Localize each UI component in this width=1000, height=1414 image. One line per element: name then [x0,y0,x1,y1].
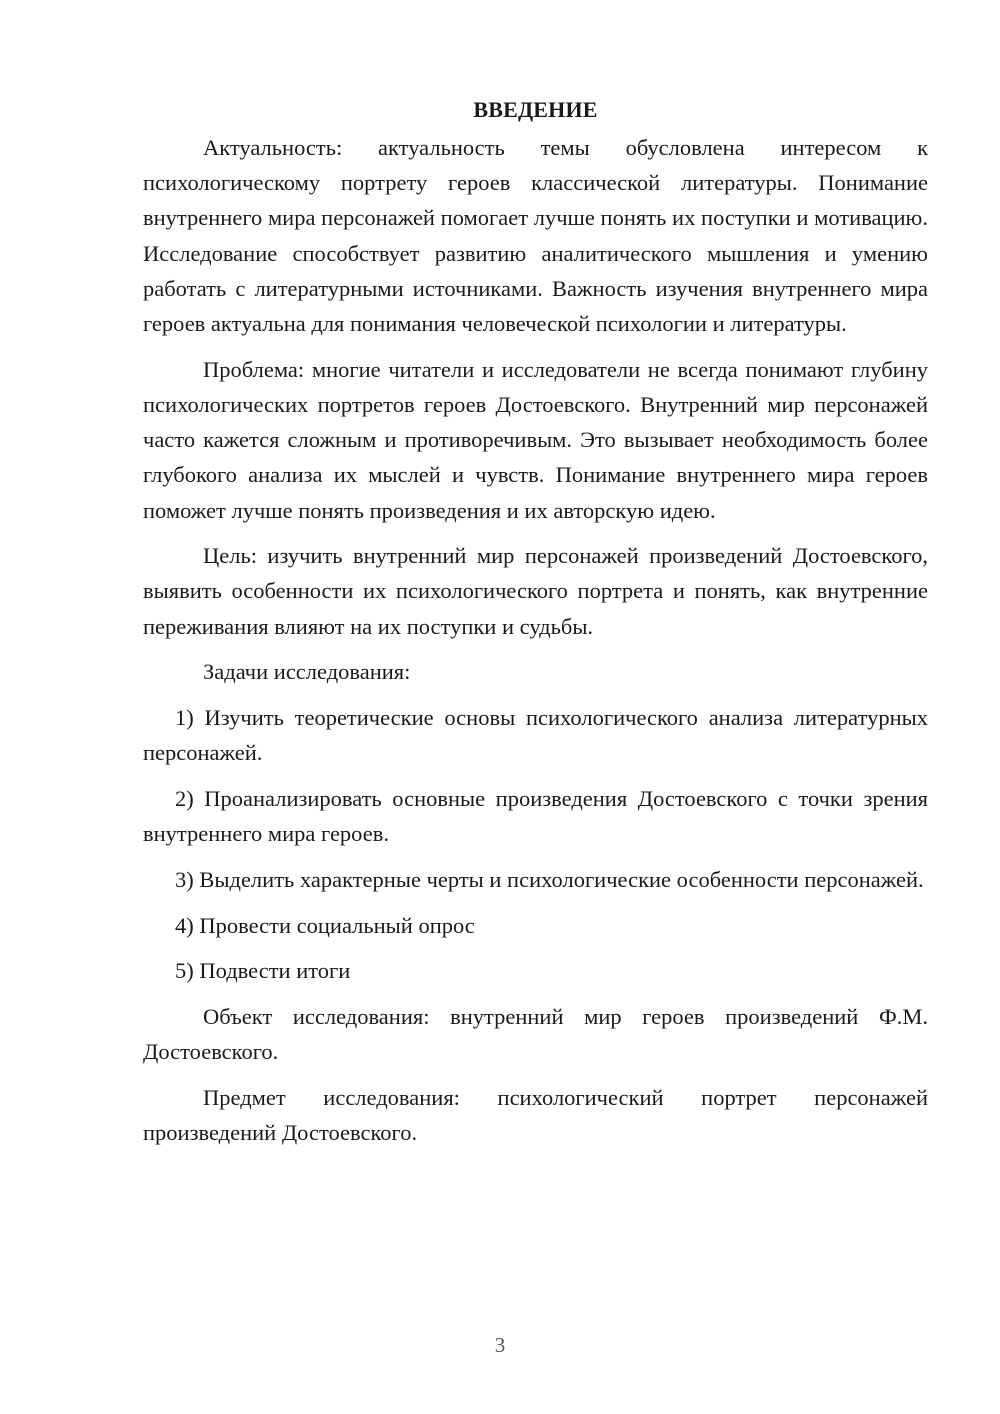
paragraph-problem: Проблема: многие читатели и исследователи не всегда понимают глубину психологических портретов героев Достоевского. Внутренний мир персонажей часто кажется сложным и противоречивым. Это вызывает необходимость более глубокого анализа их мыслей и чувств. Понимание внутреннего мира героев поможет лучше понять произведения и их авторскую идею. [143,356,928,523]
page-title: ВВЕДЕНИЕ [473,97,598,122]
paragraph-goal: Цель: изучить внутренний мир персонажей произведений Достоевского, выявить особенности их психологического портрета и понять, как внутренние переживания влияют на их поступки и судьбы. [143,543,928,639]
list-item: 3) Выделить характерные черты и психологические особенности персонажей. [175,866,924,892]
list-item: 2) Проанализировать основные произведения Достоевского с точки зрения внутреннего мира героев. [143,785,928,847]
paragraph-subject: Предмет исследования: психологический портрет персонажей произведений Достоевского. [143,1084,928,1146]
list-item: 1) Изучить теоретические основы психологического анализа литературных персонажей. [143,705,928,766]
page-number: 3 [494,1333,506,1357]
list-item: 5) Подвести итоги [175,958,351,984]
paragraph-relevance: Актуальность: актуальность темы обусловлена интересом к психологическому портрету героев классической литературы. Понимание внутреннего мира персонажей помогает лучше понять их поступки и мотивацию. Исследование способствует развитию аналитического мышления и умению работать с литературными источниками. Важность изучения внутреннего мира героев актуальна для понимания человеческой психологии и литературы. [143,135,928,337]
paragraph-object: Объект исследования: внутренний мир героев произведений Ф.М. Достоевского. [143,1003,928,1065]
document-page [143,92,928,1150]
list-item: 4) Провести социальный опрос [175,912,475,938]
tasks-intro: Задачи исследования: [203,659,411,685]
